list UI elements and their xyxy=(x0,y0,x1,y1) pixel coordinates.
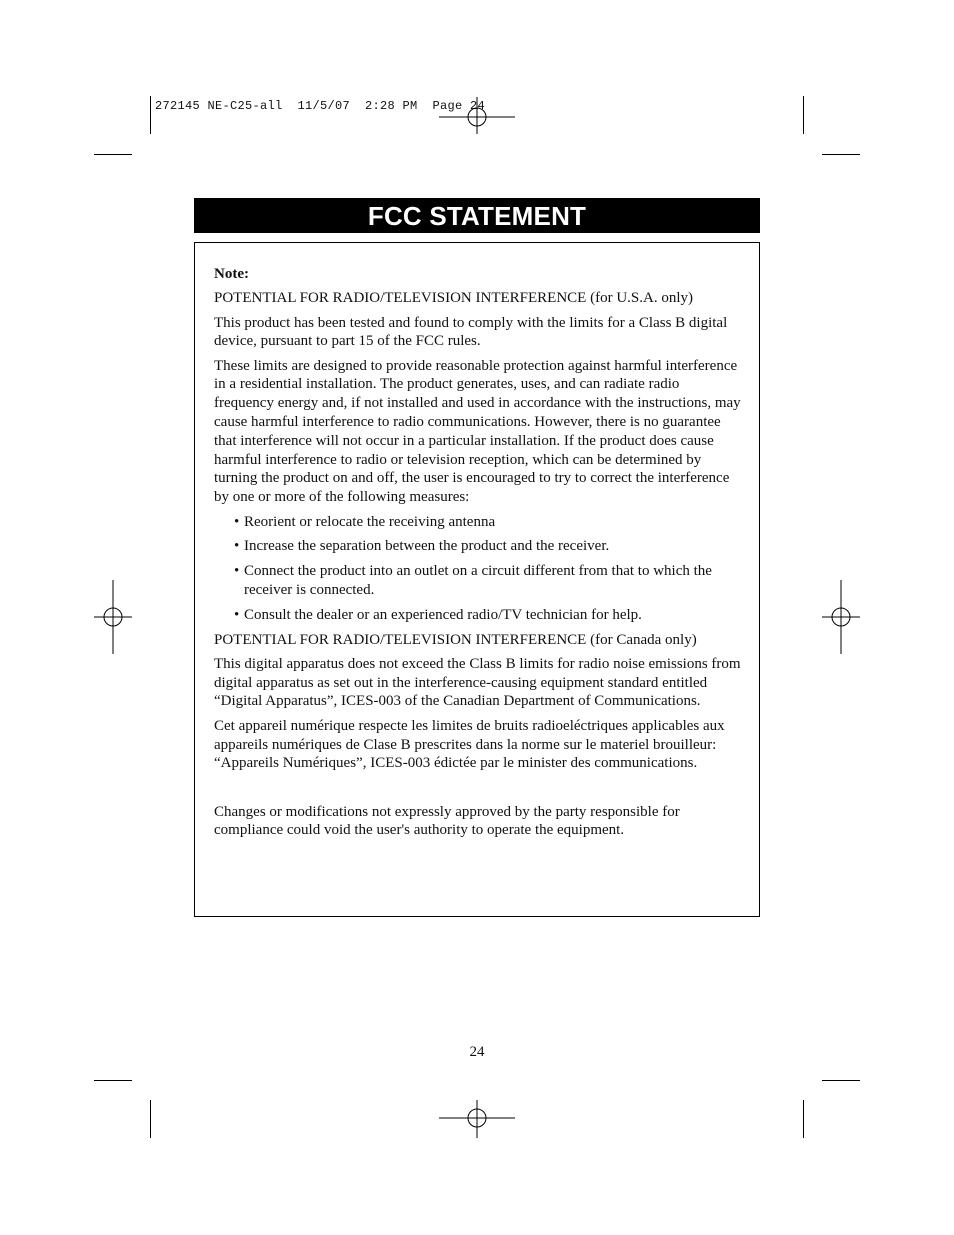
spacer xyxy=(214,779,742,803)
registration-target-right xyxy=(822,580,860,654)
usa-compliance-paragraph: This product has been tested and found to comply with the limits for a Class B digital device, pursuant to part 15 of the FCC rules. xyxy=(214,314,728,350)
registration-target-top xyxy=(439,97,515,134)
usa-limits-paragraph: These limits are designed to provide reasonable protection against harmful interference in a residential installation. The product generates, uses, and can radiate radio frequency energy and, if not installed and used in accordance with the instructions, may cause harmful interference to radio communications. However, there is no guarantee that interference will not occur in a particular installation. If the product does cause harmful interference to radio or television reception, which can be determined by turning the product on and off, the user is encouraged to try to correct the interference by one or more of the following measures: xyxy=(214,357,741,506)
canada-interference-heading: POTENTIAL FOR RADIO/TELEVISION INTERFERENCE (for Canada only) xyxy=(214,631,697,648)
list-item xyxy=(234,537,742,556)
interference-measures-list xyxy=(214,513,742,625)
bullet-mark: • xyxy=(234,538,240,555)
bullet-mark: • xyxy=(234,606,240,623)
list-item xyxy=(234,513,742,532)
measure-text: Consult the dealer or an experienced radio/TV technician for help. xyxy=(244,606,642,623)
fcc-statement-box xyxy=(194,242,760,917)
note-label: Note: xyxy=(214,266,249,282)
print-slug-line: 272145 NE-C25-all 11/5/07 2:28 PM Page 24 xyxy=(155,99,486,113)
canada-french-paragraph: Cet appareil numérique respecte les limites de bruits radioeléctriques applicables aux appareils numériques de Clase B prescrites dans la norme sur le materiel brouilleur: “Appareils Numériques”, ICES-003 édictée par le minister des communications. xyxy=(214,717,725,772)
modifications-warning-paragraph: Changes or modifications not expressly approved by the party responsible for compliance could void the user's authority to operate the equipment. xyxy=(214,803,680,839)
bullet-mark: • xyxy=(234,563,240,580)
list-item xyxy=(234,562,742,600)
measure-text: Increase the separation between the product and the receiver. xyxy=(244,538,610,555)
measure-text: Reorient or relocate the receiving antenna xyxy=(244,513,496,530)
usa-interference-heading: POTENTIAL FOR RADIO/TELEVISION INTERFERENCE (for U.S.A. only) xyxy=(214,290,693,307)
list-item xyxy=(234,606,742,625)
canada-english-paragraph: This digital apparatus does not exceed the Class B limits for radio noise emissions from digital apparatus as set out in the interference-causing equipment standard entitled “Digital Apparatus”, ICES-003 of the Canadian Department of Communications. xyxy=(214,655,741,710)
bullet-mark: • xyxy=(234,513,240,530)
page-title: FCC STATEMENT xyxy=(194,198,760,233)
registration-target-bottom xyxy=(439,1100,515,1138)
registration-target-left xyxy=(94,580,132,654)
fcc-statement-body xyxy=(214,265,742,846)
measure-text: Connect the product into an outlet on a circuit different from that to which the receiver is connected. xyxy=(244,563,712,598)
page-number: 24 xyxy=(469,1044,485,1060)
